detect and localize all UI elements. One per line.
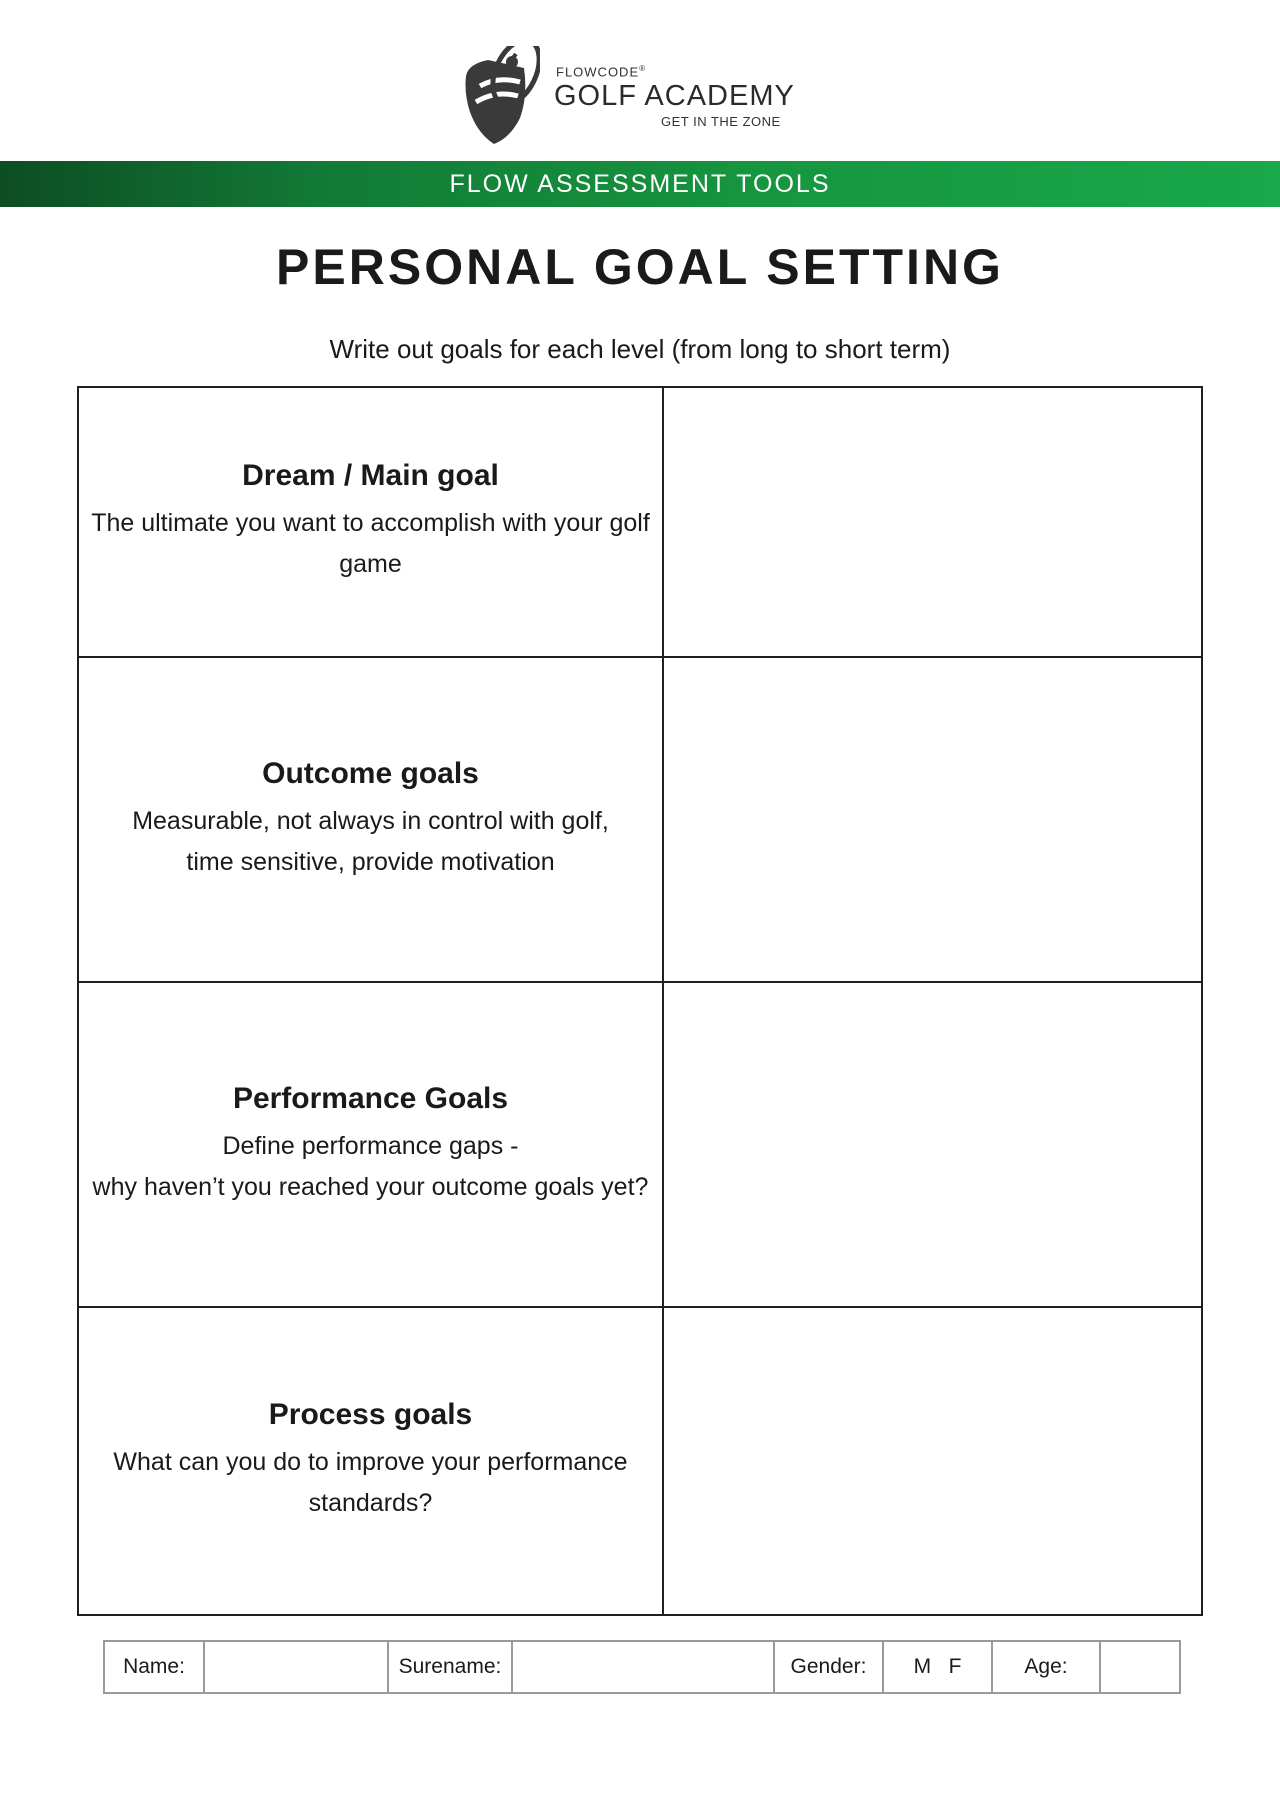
goal-label-cell (79, 658, 664, 981)
goal-answer-field[interactable] (664, 658, 1201, 981)
page-title: PERSONAL GOAL SETTING (276, 239, 1004, 295)
age-field[interactable] (1101, 1642, 1179, 1692)
goal-title: Dream / Main goal (242, 459, 499, 492)
goal-label-cell (79, 983, 664, 1306)
page-subtitle: Write out goals for each level (from long to short term) (329, 334, 951, 364)
goal-description: What can you do to improve your performance standards? (113, 1448, 628, 1517)
goal-grid (77, 386, 1203, 1616)
academy-logo (458, 46, 828, 146)
banner-text: FLOW ASSESSMENT TOOLS (449, 170, 831, 198)
goal-description: time sensitive, provide motivation (186, 847, 555, 876)
goal-answer-field[interactable] (664, 1308, 1201, 1614)
goal-answer-field[interactable] (664, 388, 1201, 656)
goal-description: Define performance gaps - (222, 1131, 519, 1160)
name-field[interactable] (205, 1642, 389, 1692)
gender-options[interactable]: M F (884, 1642, 993, 1692)
goal-description: Measurable, not always in control with golf, (132, 806, 609, 835)
name-label: Name: (105, 1642, 205, 1692)
section-banner (0, 161, 1280, 207)
goal-label-cell (79, 388, 664, 656)
goal-row-outcome (79, 658, 1201, 983)
logo-tagline: GET IN THE ZONE (661, 114, 781, 129)
goal-title: Process goals (268, 1398, 473, 1431)
goal-label-cell (79, 1308, 664, 1614)
goal-row-performance (79, 983, 1201, 1308)
goal-title: Outcome goals (262, 756, 479, 790)
gender-label: Gender: (775, 1642, 884, 1692)
surname-field[interactable] (513, 1642, 775, 1692)
goal-description: The ultimate you want to accomplish with your golf game (91, 509, 650, 578)
golfer-shield-icon (458, 46, 540, 146)
personal-info-bar (103, 1640, 1181, 1694)
logo-brand-text: FLOWCODE® (556, 64, 647, 80)
surname-label: Surename: (389, 1642, 513, 1692)
age-label: Age: (993, 1642, 1101, 1692)
goal-title: Performance Goals (232, 1081, 509, 1115)
logo-academy-text: GOLF ACADEMY (554, 80, 795, 112)
goal-answer-field[interactable] (664, 983, 1201, 1306)
goal-description: why haven’t you reached your outcome goals yet? (92, 1172, 649, 1201)
goal-row-process (79, 1308, 1201, 1614)
goal-row-dream (79, 388, 1201, 658)
